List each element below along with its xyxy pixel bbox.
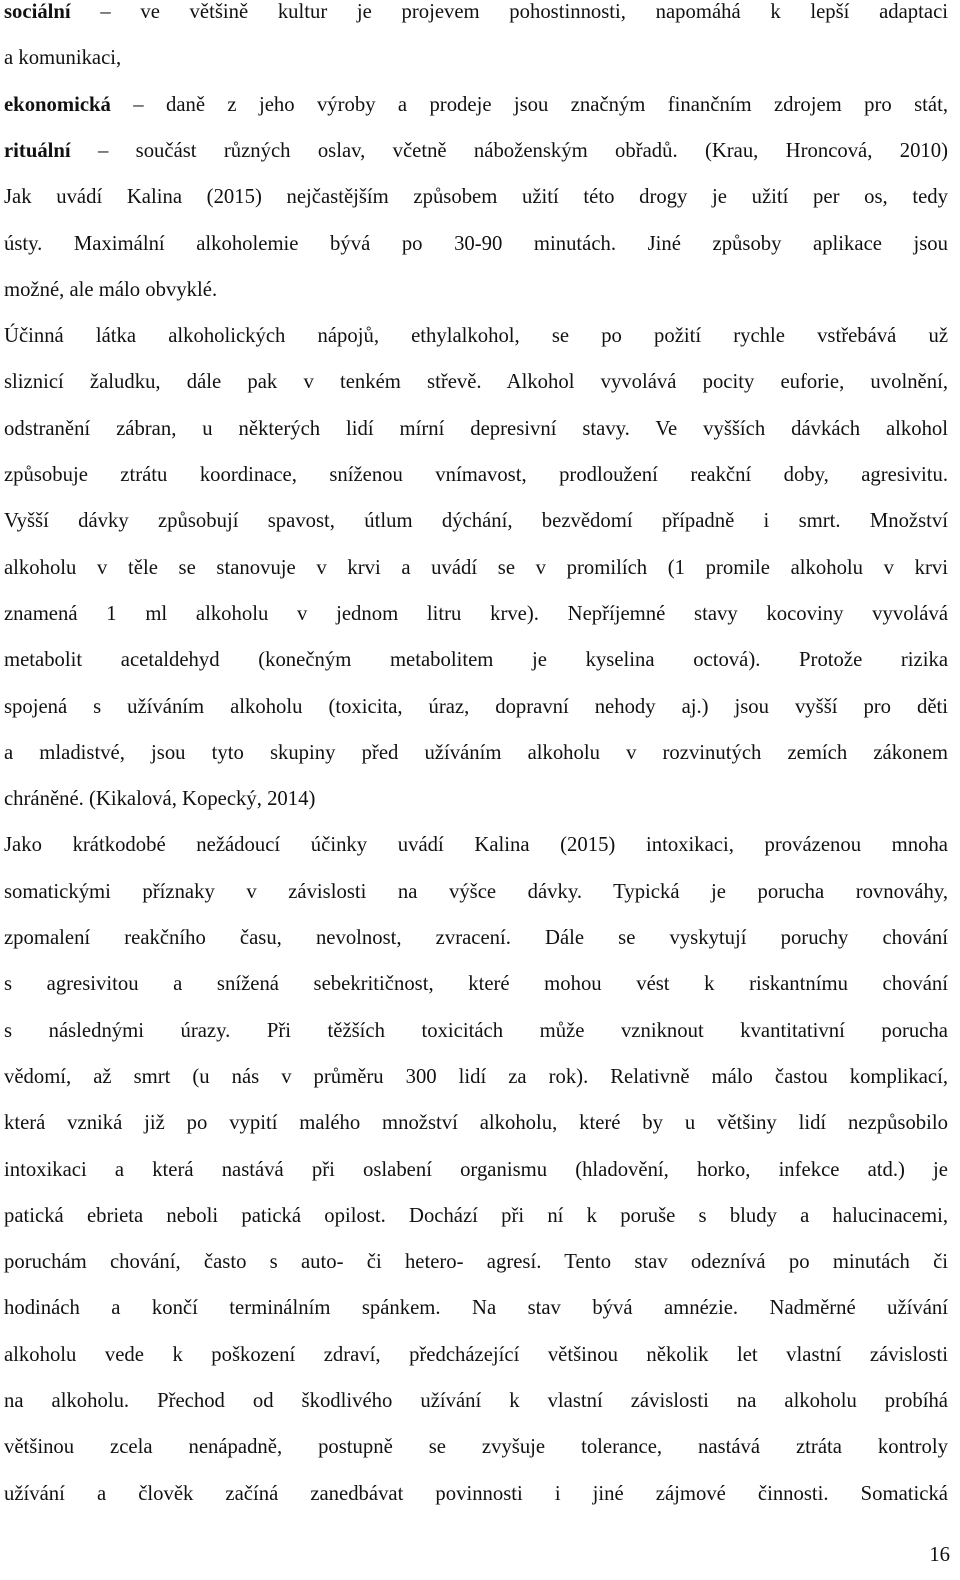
text-line bbox=[4, 1482, 948, 1506]
text-line bbox=[4, 787, 948, 811]
text-line bbox=[4, 0, 948, 24]
line-text: na alkoholu. Přechod od škodlivého užívání k vlastní závislosti na alkoholu probíhá bbox=[4, 1390, 948, 1412]
text-line bbox=[4, 880, 948, 904]
line-text: – součást různých oslav, včetně náboženským obřadů. (Krau, Hroncová, 2010) bbox=[70, 139, 948, 162]
line-text: alkoholu vede k poškození zdraví, předcházející většinou několik let vlastní závislosti bbox=[4, 1343, 948, 1366]
line-text: spojená s užíváním alkoholu (toxicita, úraz, dopravní nehody aj.) jsou vyšší pro děti bbox=[4, 695, 948, 718]
text-line bbox=[4, 509, 948, 533]
line-text: ústy. Maximální alkoholemie bývá po 30-90 minutách. Jiné způsoby aplikace jsou bbox=[4, 232, 948, 255]
text-line bbox=[4, 232, 948, 256]
line-text: zpomalení reakčního času, nevolnost, zvracení. Dále se vyskytují poruchy chování bbox=[4, 927, 948, 949]
line-text: Jako krátkodobé nežádoucí účinky uvádí Kalina (2015) intoxikaci, provázenou mnoha bbox=[4, 834, 948, 857]
text-line bbox=[4, 1111, 948, 1135]
text-line bbox=[4, 695, 948, 719]
line-text: Vyšší dávky způsobují spavost, útlum dýchání, bezvědomí případně i smrt. Množství bbox=[4, 510, 948, 533]
line-text: Jak uvádí Kalina (2015) nejčastějším způsobem užití této drogy je užití per os, tedy bbox=[4, 186, 948, 209]
text-line bbox=[4, 324, 948, 348]
text-line bbox=[4, 556, 948, 580]
text-line bbox=[4, 833, 948, 857]
text-line bbox=[4, 1296, 948, 1320]
text-line bbox=[4, 370, 948, 394]
text-line bbox=[4, 602, 948, 626]
text-line bbox=[4, 648, 948, 672]
text-line bbox=[4, 46, 948, 70]
text-line bbox=[4, 1019, 948, 1043]
line-text: metabolit acetaldehyd (konečným metabolitem je kyselina octová). Protože rizika bbox=[4, 649, 948, 672]
line-text: intoxikaci a která nastává při oslabení organismu (hladovění, horko, infekce atd.) je bbox=[4, 1158, 948, 1181]
line-text: sliznicí žaludku, dále pak v tenkém střevě. Alkohol vyvolává pocity euforie, uvolnění, bbox=[4, 371, 948, 394]
text-line bbox=[4, 93, 948, 117]
line-text: která vzniká již po vypití malého množství alkoholu, které by u většiny lidí nezpůsobilo bbox=[4, 1112, 948, 1135]
text-line bbox=[4, 972, 948, 996]
text-line bbox=[4, 463, 948, 487]
line-text: hodinách a končí terminálním spánkem. Na stav bývá amnézie. Nadměrné užívání bbox=[4, 1297, 948, 1320]
line-text: s agresivitou a snížená sebekritičnost, které mohou vést k riskantnímu chování bbox=[4, 973, 948, 996]
list-term: ekonomická bbox=[4, 93, 111, 116]
line-text: možné, ale málo obvyklé. bbox=[4, 278, 218, 301]
line-text: s následnými úrazy. Při těžších toxicitách může vzniknout kvantitativní porucha bbox=[4, 1019, 948, 1042]
text-line bbox=[4, 1435, 948, 1459]
line-text: většinou zcela nenápadně, postupně se zvyšuje tolerance, nastává ztráta kontroly bbox=[4, 1436, 948, 1459]
text-line bbox=[4, 185, 948, 209]
line-text: vědomí, až smrt (u nás v průměru 300 lidí za rok). Relativně málo častou komplikací, bbox=[4, 1065, 948, 1088]
line-text: Účinná látka alkoholických nápojů, ethylalkohol, se po požití rychle vstřebává už bbox=[4, 325, 948, 348]
line-text: patická ebrieta neboli patická opilost. Dochází při ní k poruše s bludy a halucinacemi, bbox=[4, 1204, 948, 1227]
line-text: chráněné. (Kikalová, Kopecký, 2014) bbox=[4, 788, 316, 811]
line-text: alkoholu v těle se stanovuje v krvi a uvádí se v promilích (1 promile alkoholu v krvi bbox=[4, 556, 948, 579]
text-line bbox=[4, 926, 948, 950]
list-term: sociální bbox=[4, 1, 71, 23]
text-line bbox=[4, 1204, 948, 1228]
text-line bbox=[4, 278, 948, 302]
line-text: poruchám chování, často s auto- či hetero- agresí. Tento stav odeznívá po minutách či bbox=[4, 1251, 948, 1274]
line-text: a komunikaci, bbox=[4, 47, 122, 70]
line-text: odstranění zábran, u některých lidí mírní depresivní stavy. Ve vyšších dávkách alkohol bbox=[4, 417, 948, 440]
line-text: – daně z jeho výroby a prodeje jsou značným finančním zdrojem pro stát, bbox=[110, 93, 948, 116]
line-text: užívání a člověk začíná zanedbávat povinnosti i jiné zájmové činnosti. Somatická bbox=[4, 1482, 948, 1505]
line-text: a mladistvé, jsou tyto skupiny před užíváním alkoholu v rozvinutých zemích zákonem bbox=[4, 741, 948, 764]
text-line bbox=[4, 741, 948, 765]
list-term: rituální bbox=[4, 139, 71, 162]
text-line bbox=[4, 1389, 948, 1413]
line-text: somatickými příznaky v závislosti na výšce dávky. Typická je porucha rovnováhy, bbox=[4, 880, 948, 903]
text-line bbox=[4, 139, 948, 163]
text-line bbox=[4, 417, 948, 441]
text-line bbox=[4, 1343, 948, 1367]
line-text: způsobuje ztrátu koordinace, sníženou vnímavost, prodloužení reakční doby, agresivitu. bbox=[4, 464, 948, 486]
text-line bbox=[4, 1158, 948, 1182]
text-line bbox=[4, 1065, 948, 1089]
page-number: 16 bbox=[929, 1544, 950, 1566]
line-text: znamená 1 ml alkoholu v jednom litru krve). Nepříjemné stavy kocoviny vyvolává bbox=[4, 602, 948, 625]
line-text: – ve většině kultur je projevem pohostinnosti, napomáhá k lepší adaptaci bbox=[70, 1, 948, 23]
text-line bbox=[4, 1250, 948, 1274]
